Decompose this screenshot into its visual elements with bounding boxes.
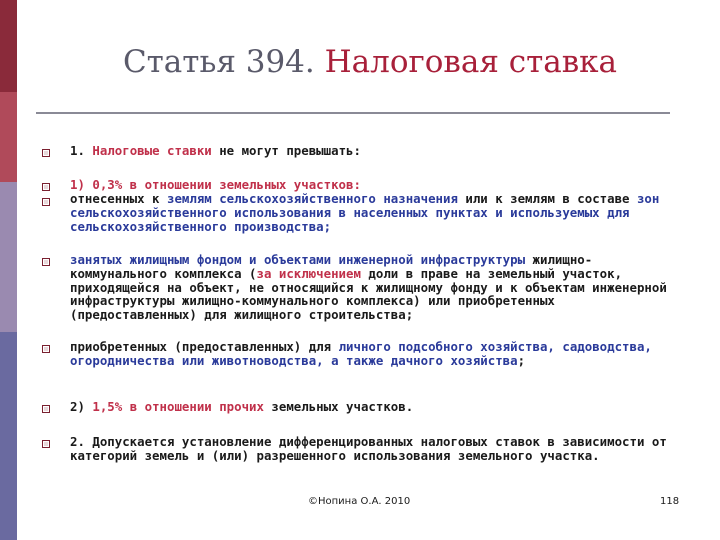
sidebar-segment [0, 332, 17, 540]
title-subject: Налоговая ставка [324, 44, 618, 80]
text-segment: землям сельскохозяйственного назначения [166, 191, 458, 206]
text-segment: 1. [70, 143, 93, 158]
bullet-icon [42, 440, 50, 448]
text-segment: жилищно-коммунального комплекса ( [70, 252, 593, 281]
text-segment: приобретенных (предоставленных) для [70, 339, 339, 354]
title-article: Статья 394. [122, 44, 315, 80]
text-segment: за исключением [256, 265, 361, 281]
text-segment: отнесенных к [70, 191, 167, 206]
bullet-icon [42, 345, 50, 353]
list-item [70, 400, 670, 414]
sidebar-segment [0, 92, 17, 182]
page-title [40, 40, 700, 84]
list-item [70, 178, 670, 192]
text-segment: доли в праве на земельный участок, приходящейся на объект, не относящийся к жилищному фонду и к объектам инженерной инфраструктуры жилищно-коммунального комплекса) или приобретенных (предоставленных) для жилищного строительства; [70, 265, 667, 323]
list-item [70, 435, 670, 463]
text-segment: зон сельскохозяйственного использования в населенных пунктах и используемых для сельскохозяйственного производства; [70, 191, 660, 234]
bullet-icon [42, 258, 50, 266]
sidebar-segment [0, 0, 17, 92]
text-segment: земельных участков. [263, 399, 414, 414]
bullet-icon [42, 198, 50, 206]
sidebar-segment [0, 182, 17, 332]
text-segment: Налоговые ставки [92, 143, 212, 158]
page-number: 118 [660, 496, 680, 507]
text-segment: личного подсобного хозяйства, садоводства, огородничества или животноводства, а также дачного хозяйства [70, 339, 652, 368]
text-segment: 1,5% в отношении прочих [92, 399, 264, 414]
sidebar-strip [0, 0, 17, 540]
bullet-icon [42, 149, 50, 157]
list-item [70, 144, 670, 158]
text-segment: 1) 0,3% в отношении земельных участков: [70, 177, 361, 192]
text-segment: занятых жилищным фондом и объектами инженерной инфраструктуры [70, 252, 526, 267]
bullet-icon [42, 405, 50, 413]
footer-author: ©Нопина О.А. 2010 [308, 496, 411, 507]
text-segment: или к землям в составе [457, 191, 637, 206]
list-item [70, 192, 670, 233]
title-divider [36, 112, 670, 114]
text-segment: 2. Допускается установление дифференцированных налоговых ставок в зависимости от категорий земель и (или) разрешенного использования земельного участка. [70, 434, 667, 463]
bullet-icon [42, 183, 50, 191]
text-segment: не могут превышать: [211, 143, 361, 158]
list-item [70, 253, 670, 322]
list-item [70, 340, 670, 368]
text-segment: ; [517, 352, 526, 368]
text-segment: 2) [70, 399, 93, 414]
